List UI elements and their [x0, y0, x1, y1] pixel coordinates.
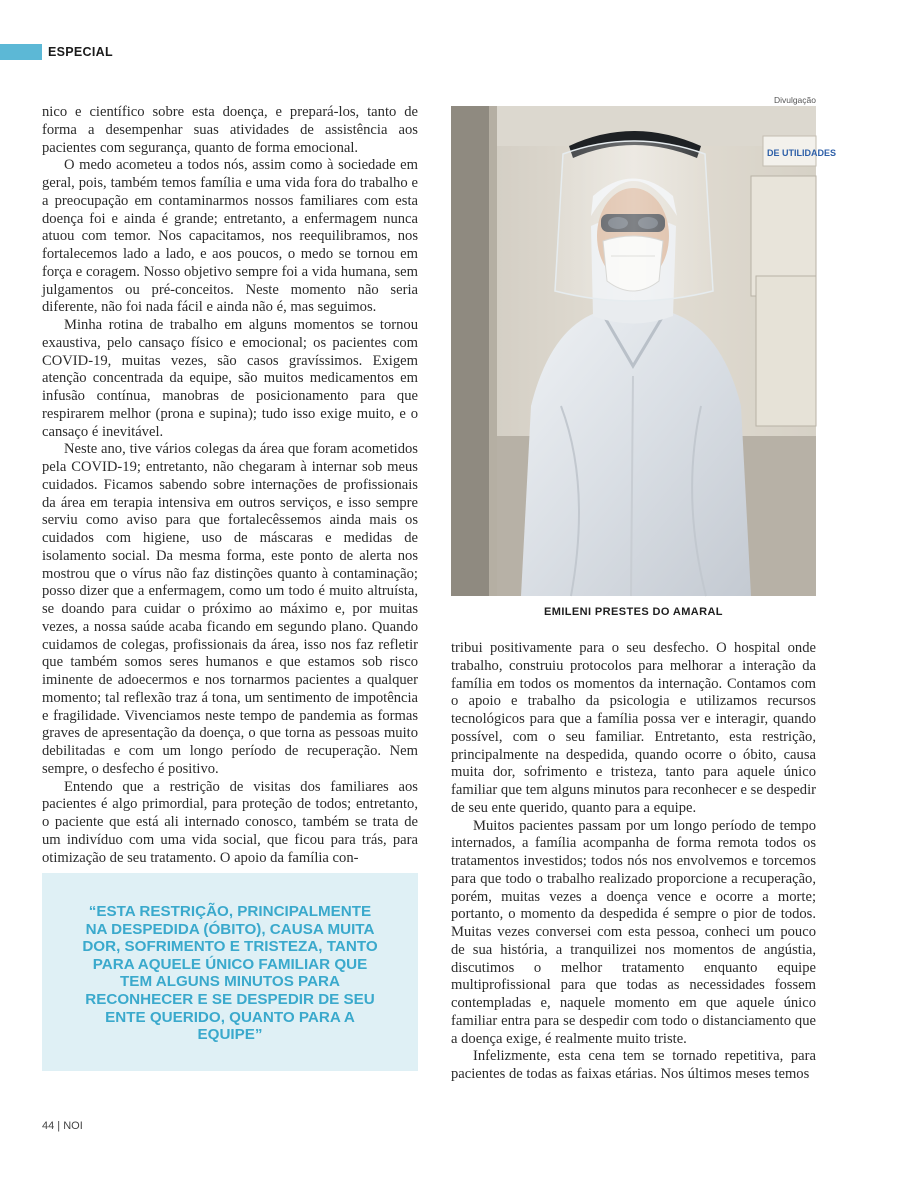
sign-text: DE UTILIDADES [767, 148, 837, 158]
photo-credit: Divulgação [773, 95, 816, 105]
paragraph: Muitos pacientes passam por um longo período de tempo internados, a família acompanha de forma remota todos os tratamentos investidos; todos nós nos envolvemos e torcemos para que todo o trabalho realizado proporcione a recuperação, porém, muitas vezes a doença vence e ocorre a morte; portanto, o momento da despedida é sempre o pior de todos. Muitas vezes conversei com esta pessoa, conheci um pouco de sua história, a tranquilizei nos momentos de angústia, discutimos o melhor tratamento enquanto equipe multiprofissional para que todas as necessidades fossem contempladas e, naquele momento em que aquele único familiar entra para se despedir com todo o distanciamento que a doença exige, é realmente muito triste. [451, 817, 816, 1047]
left-text-column [42, 104, 418, 867]
paragraph: Infelizmente, esta cena tem se tornado repetitiva, para pacientes de todas as faixas etárias. Nos últimos meses temos [451, 1048, 816, 1082]
paragraph: O medo acometeu a todos nós, assim como à sociedade em geral, pois, também temos família e uma vida fora do trabalho e a preocupação em contaminarmos nossos familiares com esta doença foi e ainda é grande; entretanto, a enfermagem nunca atuou com temor. Nos capacitamos, nos reequilibramos, nos fortalecemos lado a lado, e aos poucos, o medo se tornou em força e coragem. Nosso objetivo sempre foi a vida humana, sem julgamentos ou pré-conceitos. Neste momento não seria diferente, não foi nada fácil e ainda não é, mas seguimos. [42, 157, 418, 316]
paragraph: Minha rotina de trabalho em alguns momentos se tornou exaustiva, pelo cansaço físico e emocional; os pacientes com COVID-19, muitas vezes, são casos gravíssimos. Exigem atenção concentrada da equipe, são muitos medicamentos em infusão contínua, manobras de posicionamento para que respirarem melhor (prona e supina); tudo isso exige muito, e o cansaço é inevitável. [42, 317, 418, 440]
section-label: ESPECIAL [48, 45, 113, 59]
right-text-column [451, 640, 816, 1084]
pull-quote-text: “ESTA RESTRIÇÃO, PRINCIPALMENTE NA DESPEDIDA (ÓBITO), CAUSA MUITA DOR, SOFRIMENTO E TRISTEZA, TANTO PARA AQUELE ÚNICO FAMILIAR QUE TEM ALGUNS MINUTOS PARA RECONHECER E SE DESPEDIR DE SEU ENTE QUERIDO, QUANTO PARA A EQUIPE” [82, 903, 378, 1044]
paragraph: nico e científico sobre esta doença, e prepará-los, tanto de forma a desempenhar suas atividades de assistência aos pacientes com segurança, quanto de forma emocional. [42, 104, 418, 156]
paragraph: tribui positivamente para o seu desfecho. O hospital onde trabalho, construiu protocolos para melhorar a interação da família em todos os momentos da internação. Contamos com o apoio e trabalho da psicologia e utilizamos recursos tecnológicos para que a família possa ver e interagir, quando possível, com o seu familiar. Entretanto, esta restrição, principalmente na despedida, quando ocorre o óbito, causa muita dor, sofrimento e tristeza, tanto para aquele único familiar que tem alguns minutos para reconhecer e se despedir de seu ente querido, quanto para a equipe. [451, 640, 816, 816]
paragraph: Entendo que a restrição de visitas dos familiares aos pacientes é algo primordial, para proteção de todos; entretanto, o paciente que está ali internado conosco, também se trata de um indivíduo com uma vida social, que ficou para trás, para otimização de seu tratamento. O apoio da família con- [42, 778, 418, 866]
photo-caption: EMILENI PRESTES DO AMARAL [544, 606, 723, 618]
paragraph: Neste ano, tive vários colegas da área que foram acometidos pela COVID-19; entretanto, não chegaram à internar sob meus cuidados. Ficamos sabendo sobre internações de profissionais da área em terapia intensiva em outros serviços, e isso sempre serviu como aviso para que fortalecêssemos ainda mais os cuidados com higiene, uso de máscaras e medidas de isolamento social. Da mesma forma, este ponto de alerta nos mostrou que o vírus não faz distinções quanto à contaminação; posso dizer que a enfermagem, como um todo é muito altruísta, se doando para cuidar o próximo ao máximo e, por muitas vezes, a nossa saúde acaba ficando em segundo plano. Quando cuidamos de colegas, profissionais da área, isso nos faz refletir que também somos seres humanos e que estamos sob risco iminente de adoecermos e nos tornarmos pacientes a qualquer momento; tal reflexão traz á tona, um sentimento de impotência e fragilidade. Vivenciamos neste tempo de pandemia as formas graves de apresentação da doença, o que torna as pessoas muito debilitadas e com um longo período de recuperação. Nem sempre, o desfecho é positivo. [42, 441, 418, 777]
nurse-ppe-photo [451, 106, 837, 596]
section-color-tab [0, 44, 42, 60]
page-footer: 44 | NOI [42, 1120, 83, 1132]
pull-quote-box [42, 873, 418, 1071]
